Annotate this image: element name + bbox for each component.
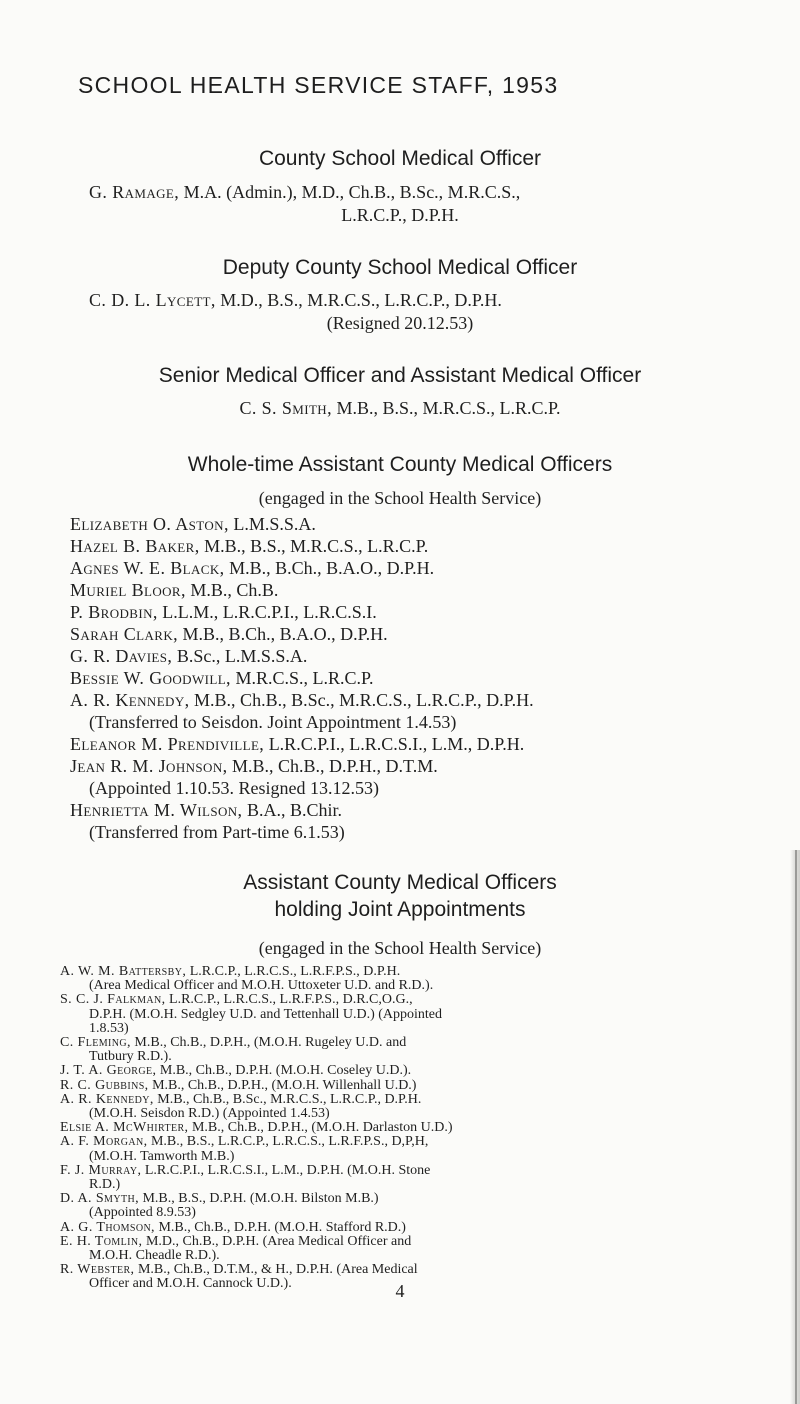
list-item: A. W. M. Battersby, L.R.C.P., L.R.C.S., L.R.F.P.S., D.P.H. (60, 964, 401, 979)
list-item: G. R. Davies, B.Sc., L.M.S.S.A. (70, 646, 308, 666)
list-item: Sarah Clark, M.B., B.Ch., B.A.O., D.P.H. (70, 624, 388, 644)
staff-qualifications: M.B., B.S., M.R.C.S., L.R.C.P. (331, 398, 561, 418)
list-item: E. H. Tomlin, M.D., Ch.B., D.P.H. (Area Medical Officer and (60, 1233, 412, 1249)
heading-county-school-medical-officer: County School Medical Officer (258, 147, 542, 170)
staff-entry (89, 290, 502, 311)
list-item: Hazel B. Baker, M.B., B.S., M.R.C.S., L.R.C.P. (70, 536, 429, 556)
list-item-note: (M.O.H. Tamworth M.B.) (89, 1148, 235, 1164)
list-item: A. R. Kennedy, M.B., Ch.B., B.Sc., M.R.C.S., L.R.C.P., D.P.H. (70, 690, 534, 710)
list-item: Agnes W. E. Black, M.B., B.Ch., B.A.O., D.P.H. (70, 558, 435, 578)
list-item-note: (Transferred from Part-time 6.1.53) (89, 822, 345, 842)
list-item: F. J. Murray, L.R.C.P.I., L.R.C.S.I., L.M., D.P.H. (M.O.H. Stone (60, 1162, 431, 1178)
staff-qualifications: M.D., B.S., M.R.C.S., L.R.C.P., D.P.H. (215, 290, 502, 310)
staff-entry-continuation: L.R.C.P., D.P.H. (341, 205, 459, 225)
list-item: J. T. A. George, M.B., Ch.B., D.P.H. (M.O.H. Coseley U.D.). (60, 1063, 412, 1079)
list-item: Jean R. M. Johnson, M.B., Ch.B., D.P.H., D.T.M. (70, 756, 438, 776)
list-item-note: (Area Medical Officer and M.O.H. Uttoxeter U.D. and R.D.). (89, 978, 434, 994)
staff-name: G. Ramage, (89, 182, 180, 202)
staff-entry (0, 398, 800, 419)
page-title: SCHOOL HEALTH SERVICE STAFF, 1953 (78, 72, 559, 98)
list-item: A. F. Morgan, M.B., B.S., L.R.C.P., L.R.C.S., L.R.F.P.S., D,P,H, (60, 1134, 429, 1150)
list-item: R. Webster, M.B., Ch.B., D.T.M., & H., D.P.H. (Area Medical (60, 1262, 418, 1278)
list-item-note: 1.8.53) (89, 1020, 129, 1036)
heading-whole-time-assistant-officers: Whole-time Assistant County Medical Officers (187, 453, 613, 476)
list-item: D. A. Smyth, M.B., B.S., D.P.H. (M.O.H. Bilston M.B.) (60, 1191, 379, 1207)
list-item-note: R.D.) (89, 1177, 121, 1192)
list-item: Eleanor M. Prendiville, L.R.C.P.I., L.R.C.S.I., L.M., D.P.H. (70, 734, 525, 754)
list-item: Henrietta M. Wilson, B.A., B.Chir. (70, 800, 342, 820)
section-subtitle: (engaged in the School Health Service) (258, 488, 542, 508)
section-subtitle: (engaged in the School Health Service) (258, 938, 542, 958)
scan-page-edge (790, 850, 800, 1404)
list-item: P. Brodbin, L.L.M., L.R.C.P.I., L.R.C.S.I. (70, 602, 377, 622)
heading-deputy-county-school-medical-officer: Deputy County School Medical Officer (222, 256, 578, 279)
list-item-note: (Appointed 8.9.53) (89, 1205, 196, 1221)
list-item: C. Fleming, M.B., Ch.B., D.P.H., (M.O.H. Rugeley U.D. and (60, 1035, 407, 1050)
list-item: Elizabeth O. Aston, L.M.S.S.A. (70, 514, 316, 534)
list-item-note: (Appointed 1.10.53. Resigned 13.12.53) (89, 778, 379, 798)
staff-entry (89, 182, 520, 203)
list-item: S. C. J. Falkman, L.R.C.P., L.R.C.S., L.R.F.P.S., D.R.C,O.G., (60, 992, 413, 1008)
list-item-note: M.O.H. Cheadle R.D.). (89, 1248, 220, 1263)
list-item: Elsie A. McWhirter, M.B., Ch.B., D.P.H., (M.O.H. Darlaston U.D.) (60, 1120, 453, 1136)
staff-entry-continuation: (Resigned 20.12.53) (326, 313, 474, 333)
staff-name: C. S. Smith, (239, 398, 332, 418)
list-item-note: D.P.H. (M.O.H. Sedgley U.D. and Tettenhall U.D.) (Appointed (89, 1006, 442, 1022)
page-number: 4 (395, 1281, 405, 1301)
list-item: Bessie W. Goodwill, M.R.C.S., L.R.C.P. (70, 668, 374, 688)
list-item: Muriel Bloor, M.B., Ch.B. (70, 580, 279, 600)
list-item: A. R. Kennedy, M.B., Ch.B., B.Sc., M.R.C.S., L.R.C.P., D.P.H. (60, 1091, 422, 1107)
staff-name: C. D. L. Lycett, (89, 290, 216, 310)
staff-qualifications: M.A. (Admin.), M.D., Ch.B., B.Sc., M.R.C.S., (179, 182, 521, 202)
list-item: A. G. Thomson, M.B., Ch.B., D.P.H. (M.O.H. Stafford R.D.) (60, 1219, 406, 1235)
heading-joint-appointments-line1: Assistant County Medical Officers (243, 871, 557, 894)
list-item-note: Tutbury R.D.). (89, 1049, 172, 1065)
heading-senior-medical-officer: Senior Medical Officer and Assistant Medical Officer (158, 364, 642, 387)
list-item: R. C. Gubbins, M.B., Ch.B., D.P.H., (M.O.H. Willenhall U.D.) (60, 1077, 417, 1093)
list-item-note: (M.O.H. Seisdon R.D.) (Appointed 1.4.53) (89, 1106, 330, 1121)
list-item-note: Officer and M.O.H. Cannock U.D.). (89, 1276, 292, 1292)
heading-joint-appointments-line2: holding Joint Appointments (274, 898, 526, 921)
list-item-note: (Transferred to Seisdon. Joint Appointment 1.4.53) (89, 712, 457, 732)
